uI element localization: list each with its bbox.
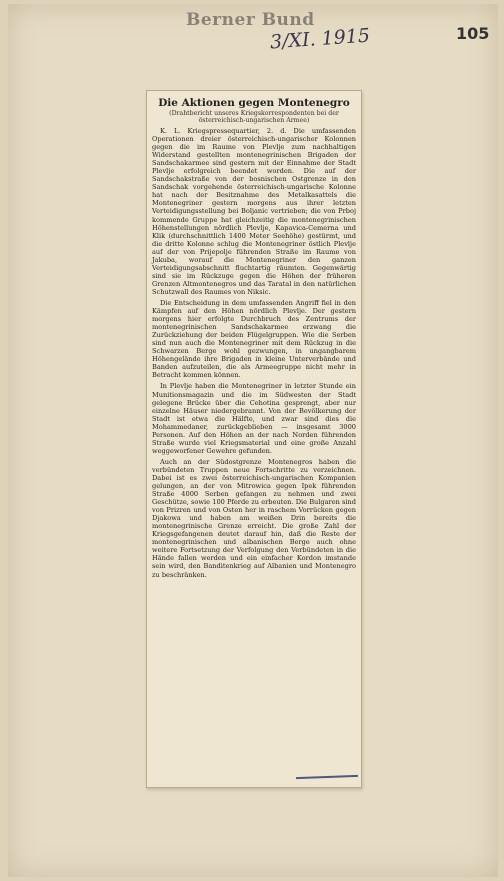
page-number: 105 <box>456 24 490 43</box>
article-subtitle: (Drahtbericht unseres Kriegskorrespondenten bei der österreichisch-ungarischen Armee) <box>169 110 339 124</box>
article-paragraph: Auch an der Südostgrenze Montenegros haben die verbündeten Truppen neue Fortschritte zu verzeichnen. Dabei ist es zwei österreichisch-ungarischen Kompanien gelungen, an der von Mitrowica gegen Ipek führenden Straße 4000 Serben gefangen zu nehmen und zwei Geschütze, sowie 100 Pferde zu erbeuten. Die Bulgaren sind von Prizren und von Osten her in raschem Vorrücken gegen Djakowa und haben am weißen Drin bereits die montenegrinische Grenze erreicht. Die große Zahl der Kriegsgefangenen deutet darauf hin, daß die Reste der montenegrinischen und albanischen Berge auch ohne weitere Fortsetzung der Verfolgung den Verbündeten in die Hände fallen werden und ein einfacher Kordon imstande sein wird, den Banditenkrieg auf Albanien und Montenegro zu beschränken. <box>152 457 356 579</box>
newspaper-clipping <box>146 90 362 788</box>
article-body <box>152 127 356 579</box>
article-paragraph: In Plevlje haben die Montenegriner in letzter Stunde ein Munitionsmagazin und die im Südwesten der Stadt gelegene Brücke über die Cehotina gesprengt, aber nur einzelne Häuser niedergebrannt. Von der Bevölkerung der Stadt ist etwa die Hälfte, und zwar sind dies die Mohammedaner, zurückgeblieben — insgesamt 3000 Personen. Auf den Höhen an der nach Norden führenden Straße wurde viel Kriegsmaterial und eine große Anzahl weggeworfener Gewehre gefunden. <box>152 382 356 455</box>
newspaper-source-stamp: Berner Bund <box>186 10 315 30</box>
article-paragraph: K. L. Kriegspressequartier, 2. d. Die umfassenden Operationen dreier österreichisch-ungarischer Kolonnen gegen die im Raume von Plevlje zum nachhaltigen Widerstand gestellten montenegrinischen Brigaden der Sandschakarmee sind gestern mit der Einnahme der Stadt Plevlje erfolgreich beendet worden. Die auf der Sandschakstraße von der bosnischen Ostgrenze in den Sandschak vorgehende österreichisch-ungarische Kolonne hat nach der Besitznahme des Metalkasattels die Montenegriner gestern morgens aus ihrer letzten Verteidigungsstellung bei Boljanic vertrieben; die von Prboj kommende Gruppe hat gleichzeitig die montenegrinischen Höhenstellungen nördlich Plevlje, Kapavica-Cemerna und Klik (durchschnittlich 1400 Meter Seehöhe) gestürmt, und die dritte Kolonne schlug die Montenegriner östlich Plevlje auf der von Prijepolje führenden Straße im Raume von Jakuba, worauf die Montenegriner den ganzen Verteidigungsabschnitt fluchtartig räumten. Gegenwärtig sind sie im Rückzuge gegen die Höhen der früheren Grenzen Altmontenegros und das Taratal in den natürlichen Schutzwall des Raumes von Niksic. <box>152 127 356 296</box>
article-paragraph: Die Entscheidung in dem umfassenden Angriff fiel in den Kämpfen auf den Höhen nördlich Plevlje. Der gestern morgens hier erfolgte Durchbruch des Zentrums der montenegrinischen Sandschakarmee erzwang die Zurückziehung der beiden Flügelgruppen. Wie die Serben sind nun auch die Montenegriner mit dem Rückzug in die Schwarzen Berge wohl gezwungen, in ungangbarem Höhengelände ihre Brigaden in kleine Unterverbände und Banden aufzuteilen, die als Armeegruppe nicht mehr in Betracht kommen können. <box>152 298 356 380</box>
article-title: Die Aktionen gegen Montenegro <box>158 97 350 109</box>
handwritten-date: 3/XI. 1915 <box>269 24 371 54</box>
